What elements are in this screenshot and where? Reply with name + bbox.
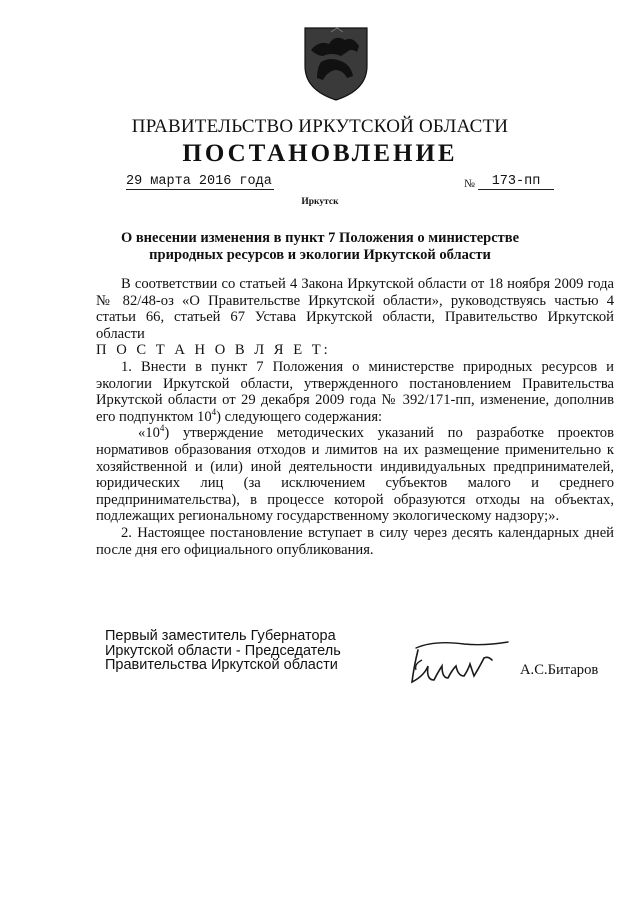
government-title: ПРАВИТЕЛЬСТВО ИРКУТСКОЙ ОБЛАСТИ — [131, 116, 509, 137]
position-line-1: Первый заместитель Губернатора — [105, 628, 336, 644]
coat-of-arms-emblem — [301, 22, 371, 102]
quoted-subclause — [96, 425, 614, 525]
preamble-paragraph: В соответствии со статьей 4 Закона Иркутской области от 18 ноября 2009 года № 82/48-оз «О Правительстве Иркутской области», руководствуясь частью 4 статьи 66, статьей 67 Устава Иркутской области, Правительство Иркутской области — [96, 276, 614, 342]
signatory-position — [105, 629, 341, 673]
number-label: № — [464, 178, 475, 190]
decree-body — [96, 276, 614, 558]
resolves-heading: П О С Т А Н О В Л Я Е Т: — [96, 342, 331, 359]
decree-subject: О внесении изменения в пункт 7 Положения о министерстве природных ресурсов и экологии Иркутской области — [120, 230, 520, 263]
quote-open: «10 — [138, 425, 160, 442]
signatory-name: А.С.Битаров — [520, 662, 599, 678]
position-line-2: Иркутской области - Председатель — [105, 642, 341, 659]
decree-date: 29 марта 2016 года — [126, 174, 274, 190]
item-1-paragraph — [96, 359, 614, 425]
item-1-superscript: 4 — [211, 406, 217, 417]
quote-superscript: 4 — [159, 423, 165, 434]
position-line-3: Правительства Иркутской области — [105, 657, 338, 674]
item-2-paragraph: 2. Настоящее постановление вступает в силу через десять календарных дней после дня его официального опубликования. — [96, 524, 614, 558]
document-type-title: ПОСТАНОВЛЕНИЕ — [182, 140, 458, 167]
quote-text: ) утверждение методических указаний по разработке проектов нормативов образования отходов и лимитов на их размещение применительно к хозяйственной и (или) иной деятельности индивидуальных предпринимателей, юридических лиц (за исключением субъектов малого и среднего предпринимательства), в процессе которой образуются отходы на объектах, подлежащих региональному государственному экологическому надзору;». — [96, 425, 614, 525]
decree-number: 173-пп — [478, 174, 554, 190]
city-name: Иркутск — [301, 197, 339, 207]
item-1-text: 1. Внести в пункт 7 Положения о министерстве природных ресурсов и экологии Иркутской области, утвержденного постановлением Правительства Иркутской области от 29 декабря 2009 года № 392/171-пп, изменение, дополнив его подпунктом 10 — [96, 358, 614, 425]
item-1-text-end: ) следующего содержания: — [216, 408, 383, 425]
handwritten-signature — [404, 636, 512, 692]
